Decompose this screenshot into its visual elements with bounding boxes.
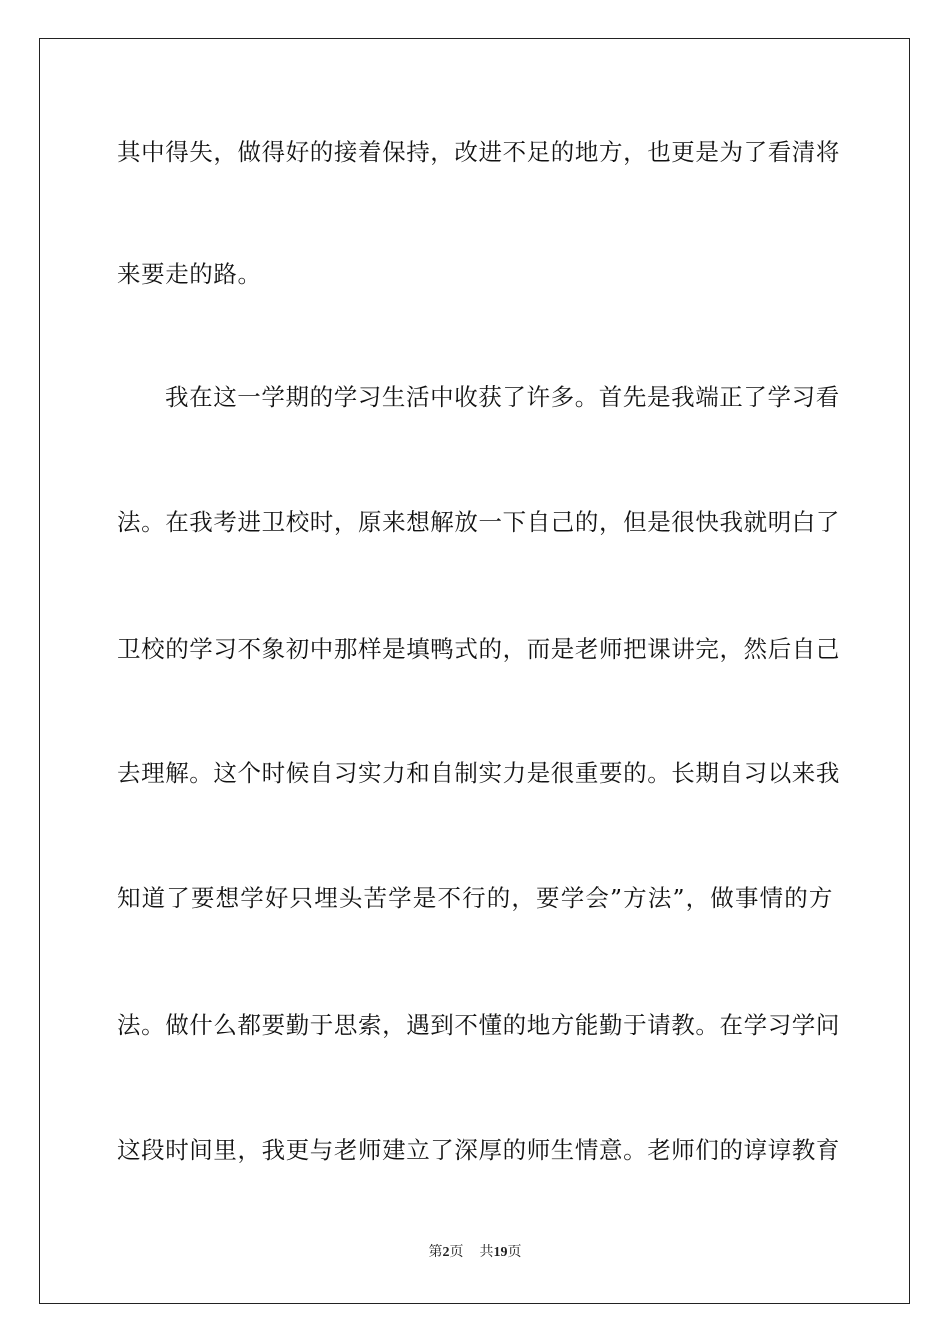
- page-border: [39, 38, 910, 1304]
- text-line-9: 这段时间里，我更与老师建立了深厚的师生情意。老师们的谆谆教育: [117, 1136, 840, 1164]
- total-prefix: 共: [479, 1244, 494, 1260]
- page-footer: [0, 1243, 950, 1262]
- page-suffix: 页: [449, 1244, 464, 1260]
- text-line-5: 卫校的学习不象初中那样是填鸭式的，而是老师把课讲完，然后自己: [117, 635, 840, 663]
- text-line-7: 知道了要想学好只埋头苦学是不行的，要学会”方法”，做事情的方: [117, 884, 833, 912]
- total-pages: 19: [493, 1245, 508, 1260]
- text-line-2: 来要走的路。: [117, 260, 262, 288]
- total-suffix: 页: [507, 1244, 522, 1260]
- text-line-1: 其中得失，做得好的接着保持，改进不足的地方，也更是为了看清将: [117, 138, 840, 166]
- page-prefix: 第: [428, 1244, 443, 1260]
- text-line-6: 去理解。这个时候自习实力和自制实力是很重要的。长期自习以来我: [117, 759, 840, 787]
- text-line-8: 法。做什么都要勤于思索，遇到不懂的地方能勤于请教。在学习学问: [117, 1011, 840, 1039]
- text-line-4: 法。在我考进卫校时，原来想解放一下自己的，但是很快我就明白了: [117, 508, 840, 536]
- page-number: 2: [442, 1245, 450, 1260]
- text-line-3-paragraph-start: 我在这一学期的学习生活中收获了许多。首先是我端正了学习看: [165, 383, 840, 411]
